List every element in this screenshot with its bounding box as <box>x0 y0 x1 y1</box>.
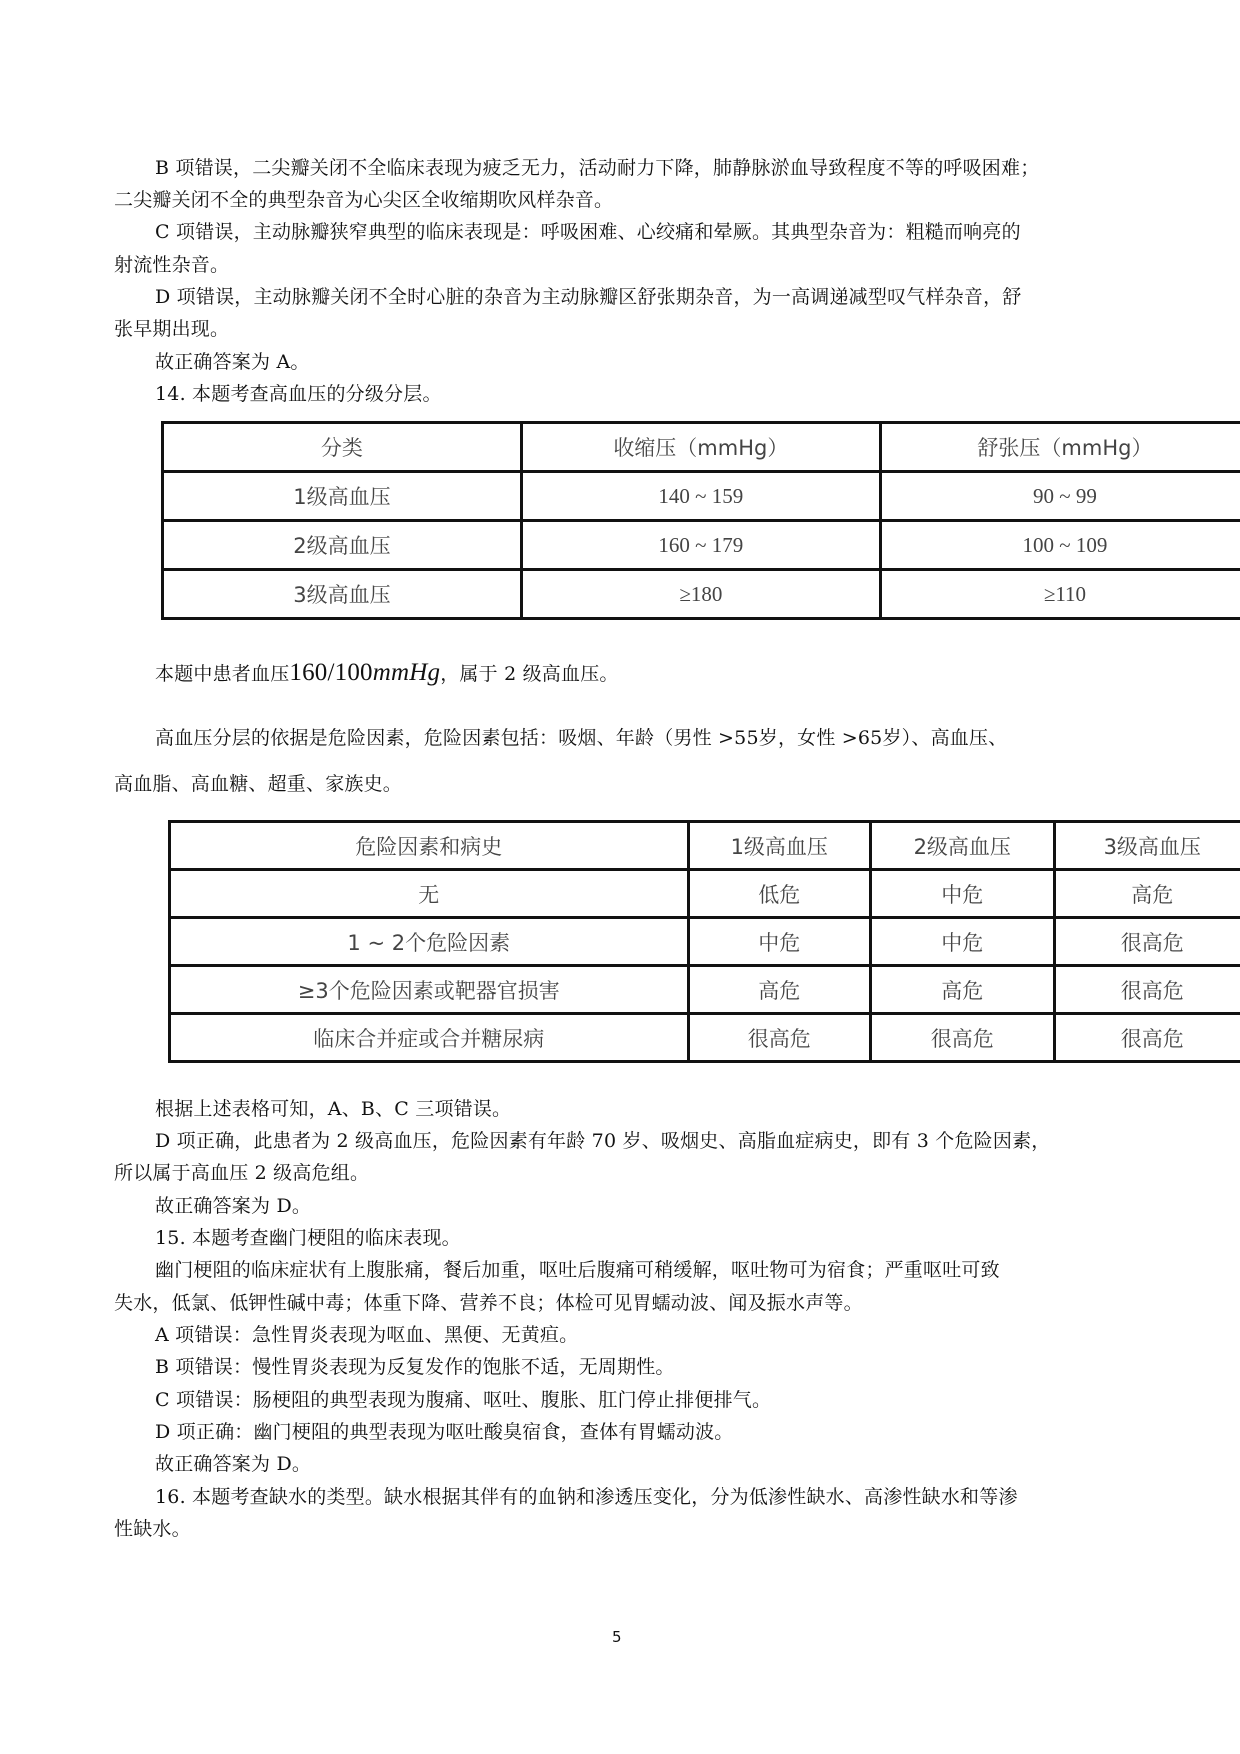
table-row <box>170 918 1240 966</box>
table-row <box>170 966 1240 1014</box>
q13-option-b-line2: 二尖瓣关闭不全的典型杂音为心尖区全收缩期吹风样杂音。 <box>114 189 614 211</box>
table-cell: 100 ~ 109 <box>880 521 1240 570</box>
q14-patient-suffix: ，属于 2 级高血压。 <box>440 663 619 685</box>
table-cell: ≥180 <box>521 570 880 619</box>
q15-option-a: A 项错误：急性胃炎表现为呕血、黑便、无黄疸。 <box>155 1324 579 1346</box>
q15-answer: 故正确答案为 D。 <box>155 1453 312 1475</box>
table-cell: 1级高血压 <box>163 472 522 521</box>
risk-stratification-table <box>168 820 1240 1063</box>
table-cell: 中危 <box>871 918 1055 966</box>
table-cell: ≥3个危险因素或靶器官损害 <box>170 966 689 1014</box>
table-cell: 160 ~ 179 <box>521 521 880 570</box>
q14-patient-bp <box>155 658 619 689</box>
table-cell: 无 <box>170 870 689 918</box>
table-cell: 中危 <box>688 918 871 966</box>
table-row <box>170 870 1240 918</box>
q16-title-line2: 性缺水。 <box>114 1518 191 1540</box>
table-header-cell: 收缩压（mmHg） <box>521 423 880 472</box>
q15-description-line2: 失水，低氯、低钾性碱中毒；体重下降、营养不良；体检可见胃蠕动波、闻及振水声等。 <box>114 1292 863 1314</box>
table-row <box>163 521 1240 570</box>
table-header-cell: 舒张压（mmHg） <box>880 423 1240 472</box>
q15-option-b: B 项错误：慢性胃炎表现为反复发作的饱胀不适，无周期性。 <box>155 1356 675 1378</box>
table-cell: 很高危 <box>1054 966 1240 1014</box>
bp-number: 160/100 <box>289 659 373 686</box>
q15-option-c: C 项错误：肠梗阻的典型表现为腹痛、呕吐、腹胀、肛门停止排便排气。 <box>155 1389 772 1411</box>
q15-option-d: D 项正确：幽门梗阻的典型表现为呕吐酸臭宿食，查体有胃蠕动波。 <box>155 1421 734 1443</box>
q14-title: 14. 本题考查高血压的分级分层。 <box>155 383 442 405</box>
table-row <box>170 1014 1240 1062</box>
q13-option-c-line2: 射流性杂音。 <box>114 254 230 276</box>
table-cell: 高危 <box>688 966 871 1014</box>
table-header-row <box>163 423 1240 472</box>
q14-conclusion: 根据上述表格可知，A、B、C 三项错误。 <box>155 1098 512 1120</box>
table-cell: 很高危 <box>688 1014 871 1062</box>
q13-option-b-line1: B 项错误，二尖瓣关闭不全临床表现为疲乏无力，活动耐力下降，肺静脉淤血导致程度不等的呼吸困难； <box>155 157 1040 179</box>
table-cell: 很高危 <box>871 1014 1055 1062</box>
page-number: 5 <box>612 1628 622 1646</box>
q15-title: 15. 本题考查幽门梗阻的临床表现。 <box>155 1227 461 1249</box>
q13-option-c-line1: C 项错误，主动脉瓣狭窄典型的临床表现是：呼吸困难、心绞痛和晕厥。其典型杂音为：粗糙而响亮的 <box>155 221 1021 243</box>
table-header-cell: 3级高血压 <box>1054 822 1240 870</box>
table-row <box>163 570 1240 619</box>
table-header-cell: 分类 <box>163 423 522 472</box>
table-header-cell: 1级高血压 <box>688 822 871 870</box>
q14-patient-bp-value <box>289 659 440 686</box>
q13-option-d-line2: 张早期出现。 <box>114 318 230 340</box>
table-header-row <box>170 822 1240 870</box>
bp-unit: mmHg <box>372 659 441 686</box>
table-row <box>163 472 1240 521</box>
table-cell: 很高危 <box>1054 918 1240 966</box>
q13-answer: 故正确答案为 A。 <box>155 351 310 373</box>
bp-grade-table <box>161 421 1240 620</box>
table-cell: ≥110 <box>880 570 1240 619</box>
q14-answer: 故正确答案为 D。 <box>155 1195 312 1217</box>
table-cell: 高危 <box>1054 870 1240 918</box>
table-cell: 很高危 <box>1054 1014 1240 1062</box>
q14-option-d-line2: 所以属于高血压 2 级高危组。 <box>114 1162 370 1184</box>
table-header-cell: 危险因素和病史 <box>170 822 689 870</box>
table-cell: 140 ~ 159 <box>521 472 880 521</box>
table-cell: 2级高血压 <box>163 521 522 570</box>
q13-option-d-line1: D 项错误，主动脉瓣关闭不全时心脏的杂音为主动脉瓣区舒张期杂音，为一高调递减型叹气样杂音，舒 <box>155 286 1022 308</box>
table-cell: 1 ~ 2个危险因素 <box>170 918 689 966</box>
table-cell: 临床合并症或合并糖尿病 <box>170 1014 689 1062</box>
table-header-cell: 2级高血压 <box>871 822 1055 870</box>
q14-option-d-line1: D 项正确，此患者为 2 级高血压，危险因素有年龄 70 岁、吸烟史、高脂血症病史，即有 3 个危险因素， <box>155 1130 1051 1152</box>
q14-risk-factors-line1: 高血压分层的依据是危险因素，危险因素包括：吸烟、年龄（男性 >55岁，女性 >65岁）、高血压、 <box>155 727 1008 749</box>
table-cell: 中危 <box>871 870 1055 918</box>
table-cell: 高危 <box>871 966 1055 1014</box>
table-cell: 低危 <box>688 870 871 918</box>
table-cell: 3级高血压 <box>163 570 522 619</box>
q15-description-line1: 幽门梗阻的临床症状有上腹胀痛，餐后加重，呕吐后腹痛可稍缓解，呕吐物可为宿食；严重呕吐可致 <box>155 1259 1000 1281</box>
q14-patient-prefix: 本题中患者血压 <box>155 663 290 685</box>
table-cell: 90 ~ 99 <box>880 472 1240 521</box>
q16-title-line1: 16. 本题考查缺水的类型。缺水根据其伴有的血钠和渗透压变化，分为低渗性缺水、高渗性缺水和等渗 <box>155 1486 1018 1508</box>
q14-risk-factors-line2: 高血脂、高血糖、超重、家族史。 <box>114 773 403 795</box>
